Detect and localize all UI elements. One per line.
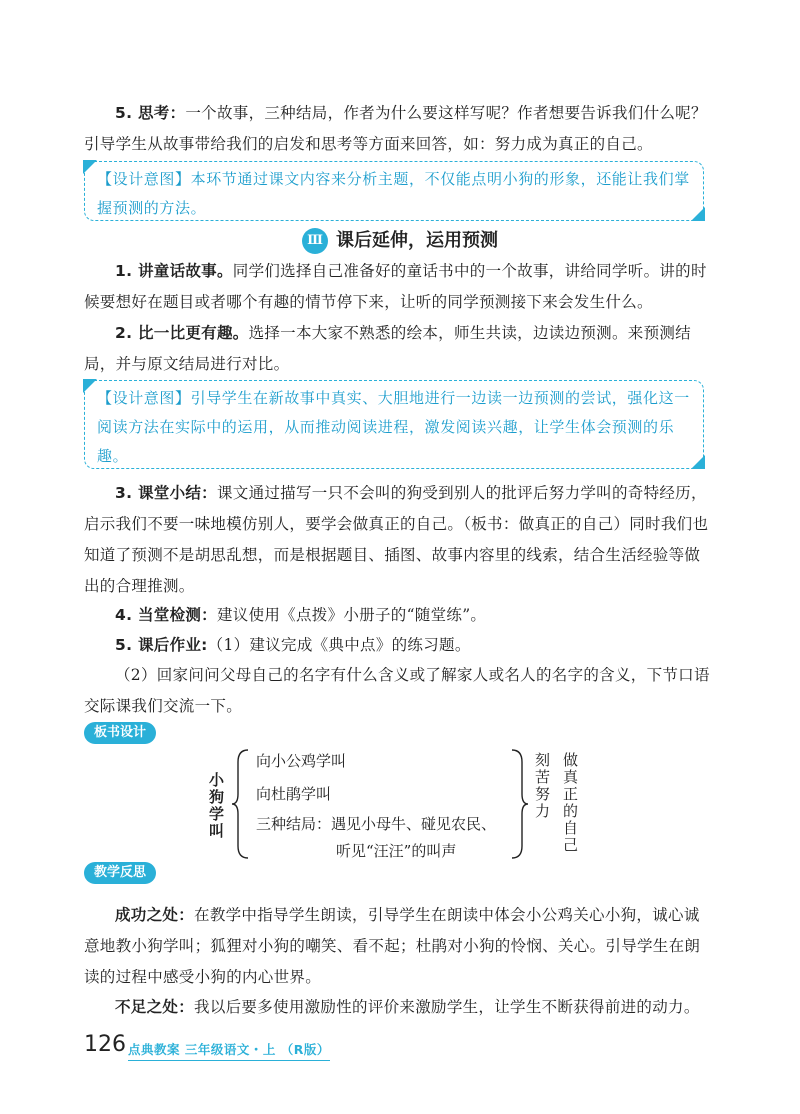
corner-icon xyxy=(691,455,705,469)
design-intent-box-2 xyxy=(84,380,704,469)
left-brace-icon xyxy=(230,748,252,860)
compare-paragraph xyxy=(84,318,712,380)
section-title: 课后延伸，运用预测 xyxy=(336,230,498,251)
board-effort: 刻苦努力 xyxy=(533,752,551,820)
compare-lead: 2. 比一比更有趣。 xyxy=(115,324,249,342)
design-intent-text: 引导学生在新故事中真实、大胆地进行一边读一边预测的尝试，强化这一阅读方法在实际中的运用，从而推动阅读进程，激发阅读兴趣，让学生体会预测的乐趣。 xyxy=(97,389,690,465)
thinking-lead: 5. 思考： xyxy=(115,104,186,122)
design-intent-tag: 【设计意图】 xyxy=(97,389,191,407)
success-text: 在教学中指导学生朗读，引导学生在朗读中体会小公鸡关心小狗，诚心诚意地教小狗学叫；狐狸对小狗的嘲笑、看不起；杜鹃对小狗的怜悯、关心。引导学生在朗读的过程中感受小狗的内心世界。 xyxy=(84,906,701,986)
homework-text: （1）建议完成《典中点》的练习题。 xyxy=(207,636,471,654)
weakness-paragraph xyxy=(84,992,712,1023)
design-intent-text: 本环节通过课文内容来分析主题，不仅能点明小狗的形象，还能让我们掌握预测的方法。 xyxy=(97,170,690,217)
success-lead: 成功之处： xyxy=(115,906,195,924)
check-text: 建议使用《点拨》小册子的“随堂练”。 xyxy=(216,606,487,624)
homework-lead: 5. 课后作业: xyxy=(115,636,208,654)
book-title: 点典教案 三年级语文・上 （R版） xyxy=(128,1040,330,1061)
weakness-text: 我以后要多使用激励性的评价来激励学生，让学生不断获得前进的动力。 xyxy=(194,998,700,1016)
board-result: 做真正的自己 xyxy=(561,752,579,854)
page-number: 126 xyxy=(84,1032,126,1057)
homework-paragraph xyxy=(84,630,712,661)
corner-icon xyxy=(691,207,705,221)
fairy-tale-lead: 1. 讲童话故事。 xyxy=(115,262,233,280)
board-design-label: 板书设计 xyxy=(84,722,156,744)
roman-numeral-badge: Ⅲ xyxy=(302,228,328,254)
homework-text-2: （2）回家问问父母自己的名字有什么含义或了解家人或名人的名字的含义，下节口语交际课我们交流一下。 xyxy=(84,666,710,715)
homework-paragraph-2 xyxy=(84,660,712,722)
teaching-reflection-label: 教学反思 xyxy=(84,862,156,884)
check-paragraph xyxy=(84,600,712,631)
summary-text: 课文通过描写一只不会叫的狗受到别人的批评后努力学叫的奇特经历，启示我们不要一味地模仿别人，要学会做真正的自己。（板书：做真正的自己）同时我们也知道了预测不是胡思乱想，而是根据题目、插图、故事内容里的线索，结合生活经验等做出的合理推测。 xyxy=(84,484,709,595)
fairy-tale-text: 同学们选择自己准备好的童话书中的一个故事，讲给同学听。讲的时候要想好在题目或者哪个有趣的情节停下来，让听的同学预测接下来会发生什么。 xyxy=(84,262,707,311)
board-line-1: 向小公鸡学叫 xyxy=(256,752,347,770)
thinking-text: 一个故事，三种结局，作者为什么要这样写呢？作者想要告诉我们什么呢？引导学生从故事带给我们的启发和思考等方面来回答，如：努力成为真正的自己。 xyxy=(84,104,707,153)
board-line-3a: 三种结局：遇见小母牛、碰见农民、 xyxy=(256,815,497,833)
board-title: 小狗学叫 xyxy=(207,772,225,840)
summary-lead: 3. 课堂小结： xyxy=(115,484,217,502)
summary-paragraph xyxy=(84,478,712,602)
section-heading xyxy=(0,226,800,254)
right-brace-icon xyxy=(508,748,530,860)
design-intent-tag: 【设计意图】 xyxy=(97,170,191,188)
weakness-lead: 不足之处： xyxy=(115,998,195,1016)
compare-text: 选择一本大家不熟悉的绘本，师生共读，边读边预测。来预测结局，并与原文结局进行对比。 xyxy=(84,324,691,373)
fairy-tale-paragraph xyxy=(84,256,712,318)
board-line-2: 向杜鹃学叫 xyxy=(256,785,332,803)
design-intent-box-1 xyxy=(84,161,704,221)
success-paragraph xyxy=(84,900,712,993)
thinking-paragraph xyxy=(84,98,712,160)
corner-icon xyxy=(83,160,97,174)
check-lead: 4. 当堂检测： xyxy=(115,606,217,624)
board-line-3b: 听见“汪汪”的叫声 xyxy=(336,842,457,860)
corner-icon xyxy=(83,379,97,393)
